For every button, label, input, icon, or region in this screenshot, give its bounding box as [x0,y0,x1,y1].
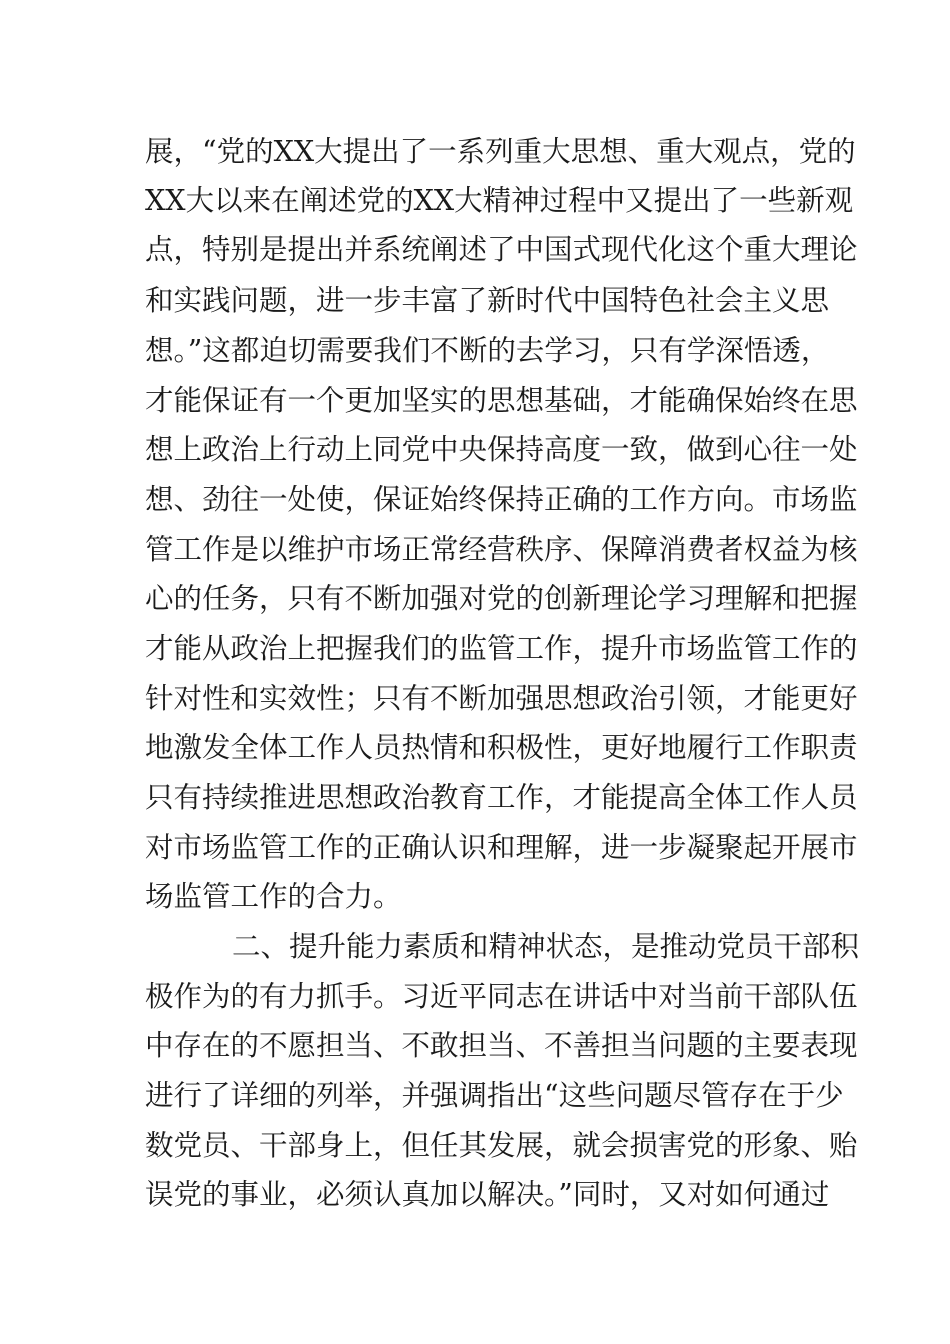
section-heading-line: 二、提升能力素质和精神状态，是推动党员干部积 [232,930,860,963]
text-line: 地激发全体工作人员热情和积极性，更好地履行工作职责 [145,731,858,764]
text-line: 点，特别是提出并系统阐述了中国式现代化这个重大理论 [145,233,858,266]
text-line: 想。”这都迫切需要我们不断的去学习，只有学深悟透， [145,334,830,367]
text-line: XX大以来在阐述党的XX大精神过程中又提出了一些新观 [145,184,854,217]
text-line: 想上政治上行动上同党中央保持高度一致，做到心往一处 [145,433,858,466]
text-line: 误党的事业，必须认真加以解决。”同时，又对如何通过 [145,1178,830,1211]
text-line: 针对性和实效性；只有不断加强思想政治引领，才能更好 [145,682,858,715]
text-line: 才能从政治上把握我们的监管工作，提升市场监管工作的 [145,632,858,665]
text-line: 中存在的不愿担当、不敢担当、不善担当问题的主要表现 [145,1029,858,1062]
text-line: 进行了详细的列举，并强调指出“这些问题尽管存在于少 [145,1079,844,1112]
text-line: 展，“党的XX大提出了一系列重大思想、重大观点，党的 [145,135,856,168]
text-line: 想、劲往一处使，保证始终保持正确的工作方向。市场监 [145,483,858,516]
text-line: 极作为的有力抓手。习近平同志在讲话中对当前干部队伍 [145,980,858,1013]
text-line: 数党员、干部身上，但任其发展，就会损害党的形象、贻 [145,1129,858,1162]
text-line: 和实践问题，进一步丰富了新时代中国特色社会主义思 [145,284,830,317]
text-line: 场监管工作的合力。 [145,880,402,913]
text-line: 只有持续推进思想政治教育工作，才能提高全体工作人员 [145,781,858,814]
text-line: 管工作是以维护市场正常经营秩序、保障消费者权益为核 [145,533,858,566]
text-line: 才能保证有一个更加坚实的思想基础，才能确保始终在思 [145,384,858,417]
text-line: 心的任务，只有不断加强对党的创新理论学习理解和把握 [145,582,858,615]
text-line: 对市场监管工作的正确认识和理解，进一步凝聚起开展市 [145,831,858,864]
